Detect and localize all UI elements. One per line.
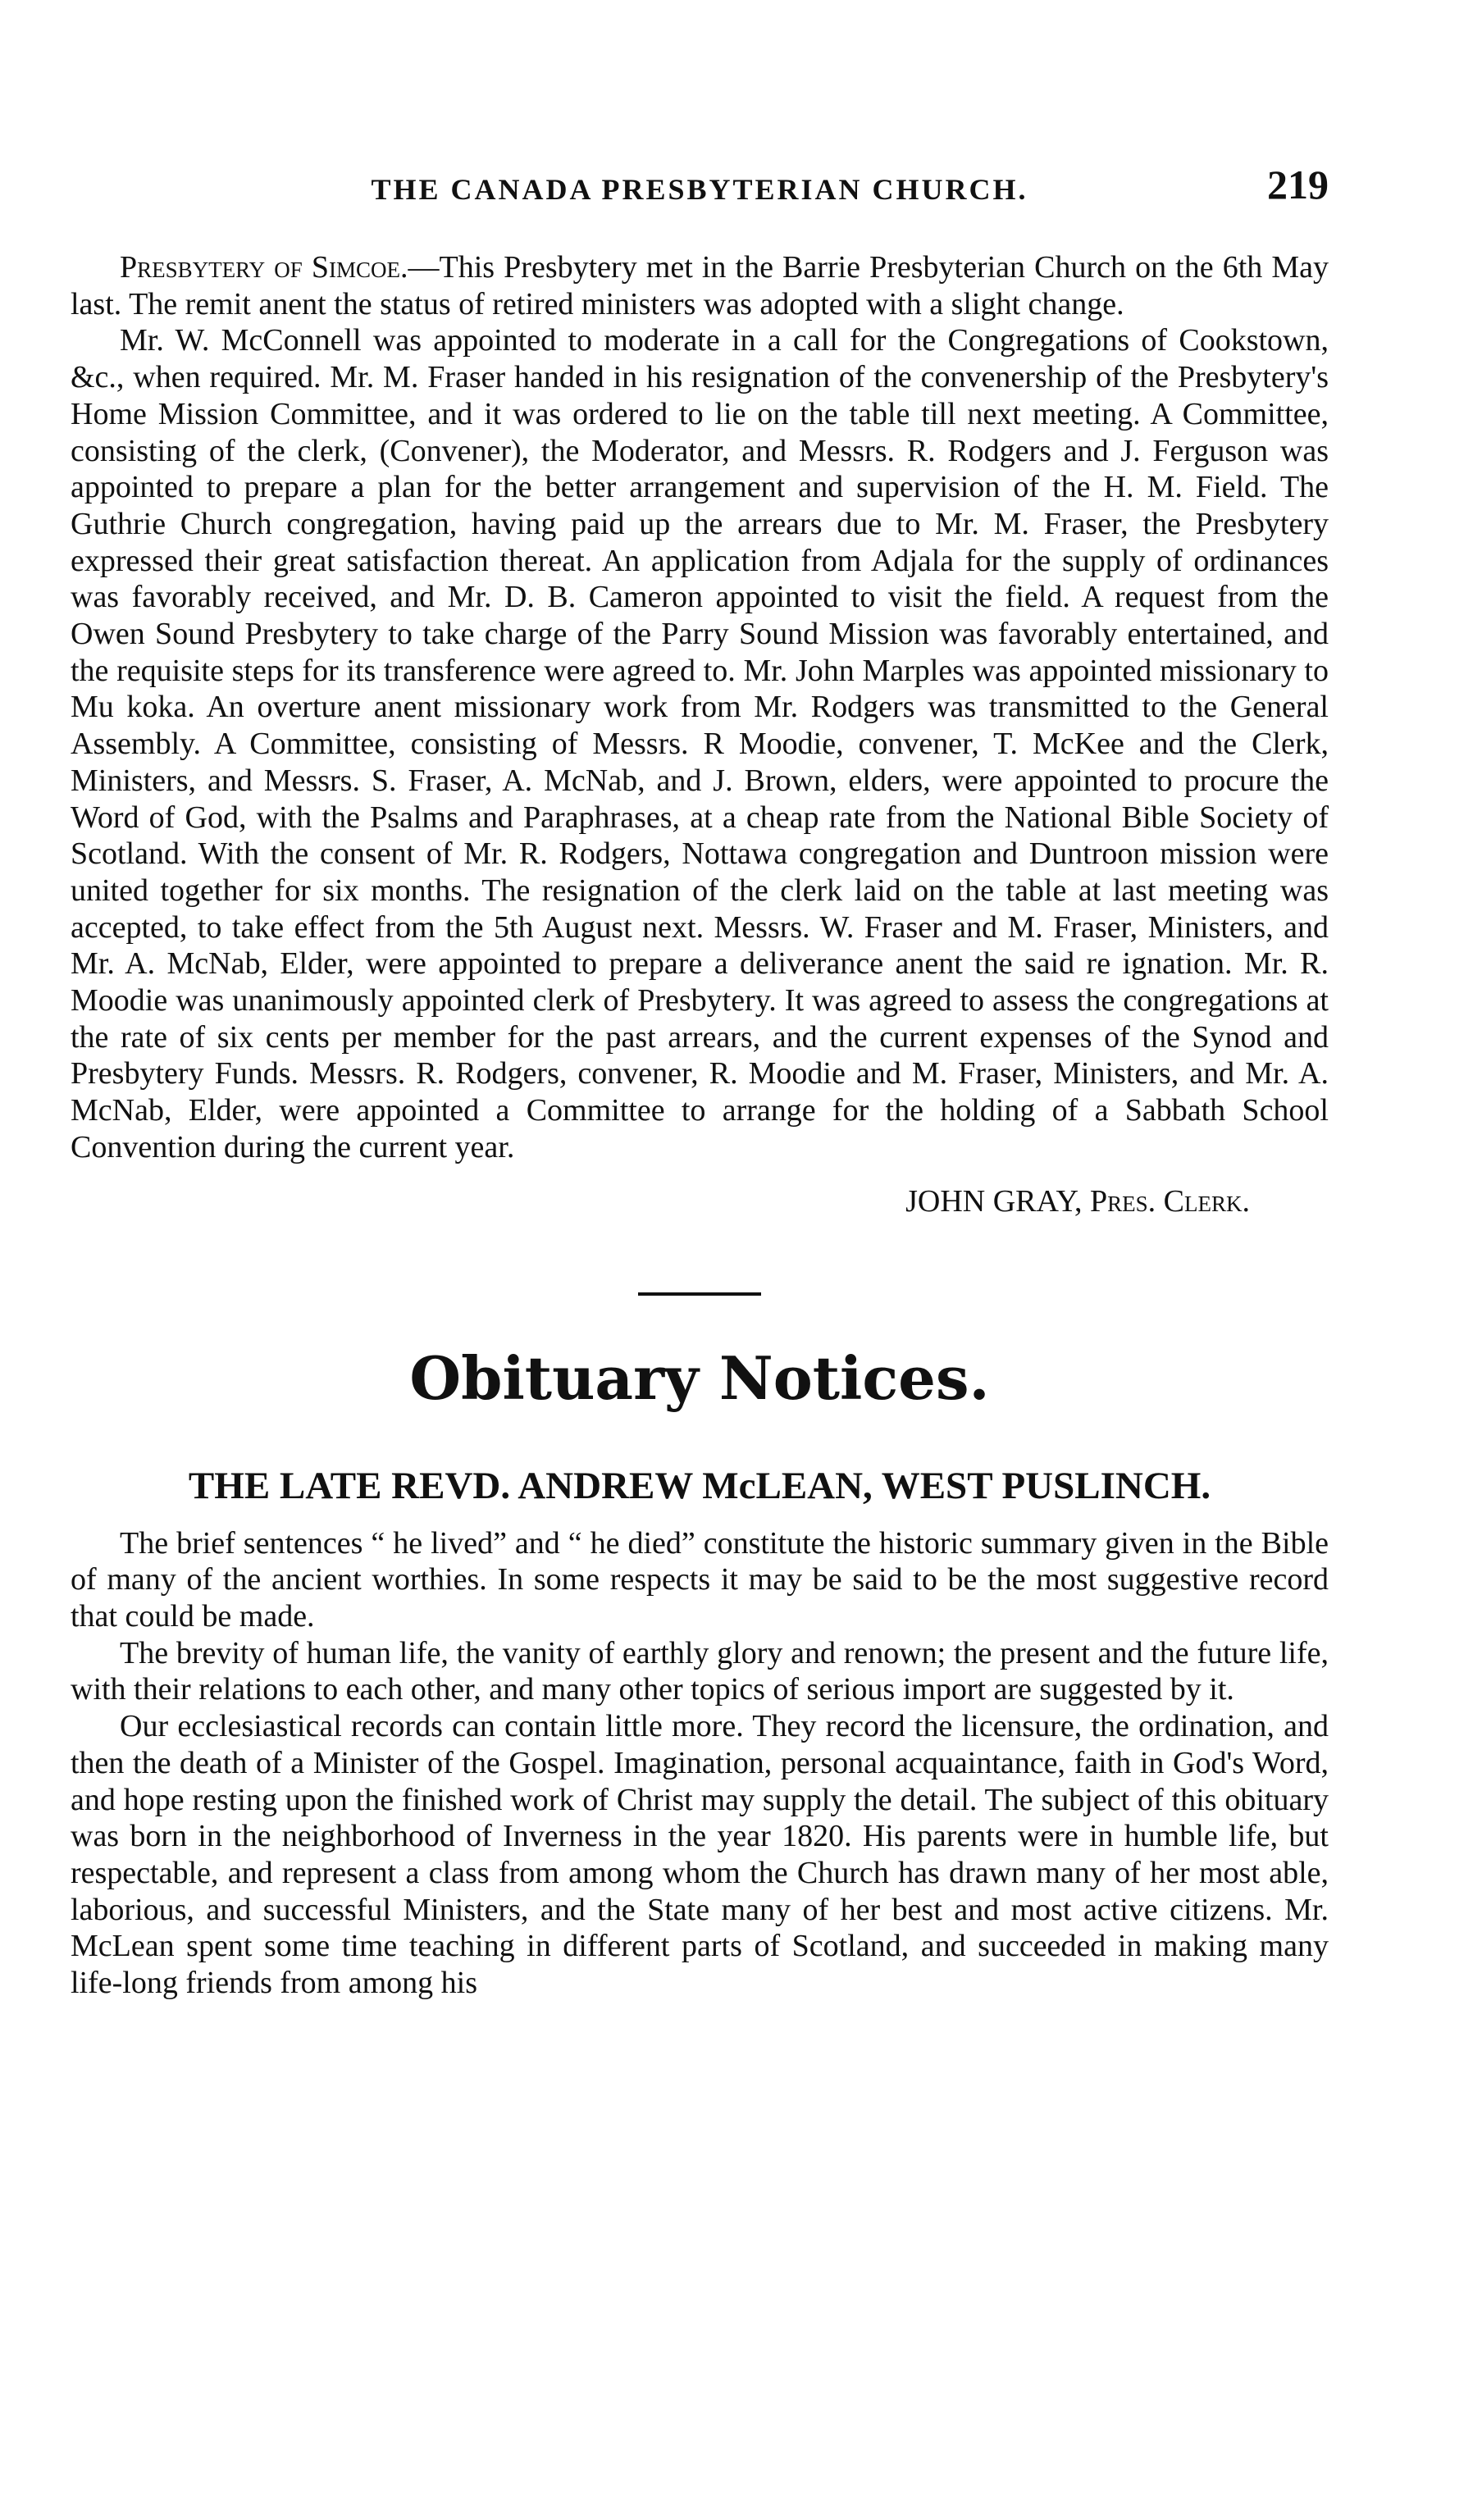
report-paragraph-2: Mr. W. McConnell was appointed to moderate in a call for the Congregations of Cookstown, &c., when required. Mr. M. Fraser handed in his resignation of the convenership of the Presbytery's Home Mission Committee, and it was ordered to lie on the table till next meeting. A Committee, consisting of the clerk, (Convener), the Moderator, and Messrs. R. Rodgers and J. Ferguson was appointed to prepare a plan for the better arrangement and supervision of the H. M. Field. The Guthrie Church congregation, having paid up the arrears due to Mr. M. Fraser, the Presbytery expressed their great satisfaction thereat. An application from Adjala for the supply of ordinances was favorably received, and Mr. D. B. Cameron appointed to visit the field. A request from the Owen Sound Presbytery to take charge of the Parry Sound Mission was favorably entertained, and the requisite steps for its transference were agreed to. Mr. John Marples was appointed missionary to Mu koka. An overture anent missionary work from Mr. Rodgers was transmitted to the General Assembly. A Committee, consisting of Messrs. R Moodie, convener, T. McKee and the Clerk, Ministers, and Messrs. S. Fraser, A. McNab, and J. Brown, elders, were appointed to procure the Word of God, with the Psalms and Paraphrases, at a cheap rate from the National Bible Society of Scotland. With the consent of Mr. R. Rodgers, Nottawa congregation and Duntroon mission were united together for six months. The resignation of the clerk laid on the table at last meeting was accepted, to take effect from the 5th August next. Messrs. W. Fraser and M. Fraser, Ministers, and Mr. A. McNab, Elder, were appointed to prepare a deliverance anent the said re ignation. Mr. R. Moodie was unanimously appointed clerk of Presbytery. It was agreed to assess the congregations at the rate of six cents per member for the past arrears, and the current expenses of the Synod and Presbytery Funds. Messrs. R. Rodgers, convener, R. Moodie and M. Fraser, Ministers, and Mr. A. McNab, Elder, were appointed a Committee to arrange for the holding of a Sabbath School Convention during the current year. — [71, 323, 1329, 1164]
report-paragraph-1 — [71, 249, 1329, 322]
signature-name: JOHN GRAY, — [905, 1183, 1083, 1219]
report-paragraph-1-text: —This Presbytery met in the Barrie Presbyterian Church on the 6th May last. The remit anent the status of retired ministers was adopted with a slight change. — [71, 250, 1329, 321]
page-number: 219 — [1267, 162, 1329, 207]
report-lead: Presbytery of Simcoe. — [120, 250, 408, 285]
presbytery-report — [71, 249, 1329, 1220]
obituary-body — [71, 1525, 1329, 2002]
document-page — [71, 161, 1329, 2002]
running-header — [71, 161, 1329, 218]
section-heading: Obituary Notices. — [409, 1342, 990, 1413]
signature-title: Pres. Clerk. — [1090, 1183, 1250, 1219]
obituary-paragraph-3: Our ecclesiastical records can contain little more. They record the licensure, the ordination, and then the death of a Minister of the Gospel. Imagination, personal acquaintance, faith in God's Word, and hope resting upon the finished work of Christ may supply the detail. The subject of this obituary was born in the neighborhood of Inverness in the year 1820. His parents were in humble life, but respectable, and represent a class from among whom the Church has drawn many of her most able, laborious, and successful Ministers, and the State many of her best and most active citizens. Mr. McLean spent some time teaching in different parts of Scotland, and succeeded in making many life-long friends from among his — [71, 1709, 1329, 2001]
obituary-paragraph-1: The brief sentences “ he lived” and “ he died” constitute the historic summary given in the Bible of many of the ancient worthies. In some respects it may be said to be the most suggestive record that could be made. — [71, 1525, 1329, 1634]
running-title: THE CANADA PRESBYTERIAN CHURCH. — [371, 173, 1028, 206]
obituary-title: THE LATE REVD. ANDREW McLEAN, WEST PUSLINCH. — [188, 1464, 1211, 1507]
obituary-paragraph-2: The brevity of human life, the vanity of earthly glory and renown; the present and the future life, with their relations to each other, and many other topics of serious import are suggested by it. — [71, 1635, 1329, 1707]
section-divider — [638, 1292, 761, 1296]
signature — [71, 1183, 1250, 1220]
